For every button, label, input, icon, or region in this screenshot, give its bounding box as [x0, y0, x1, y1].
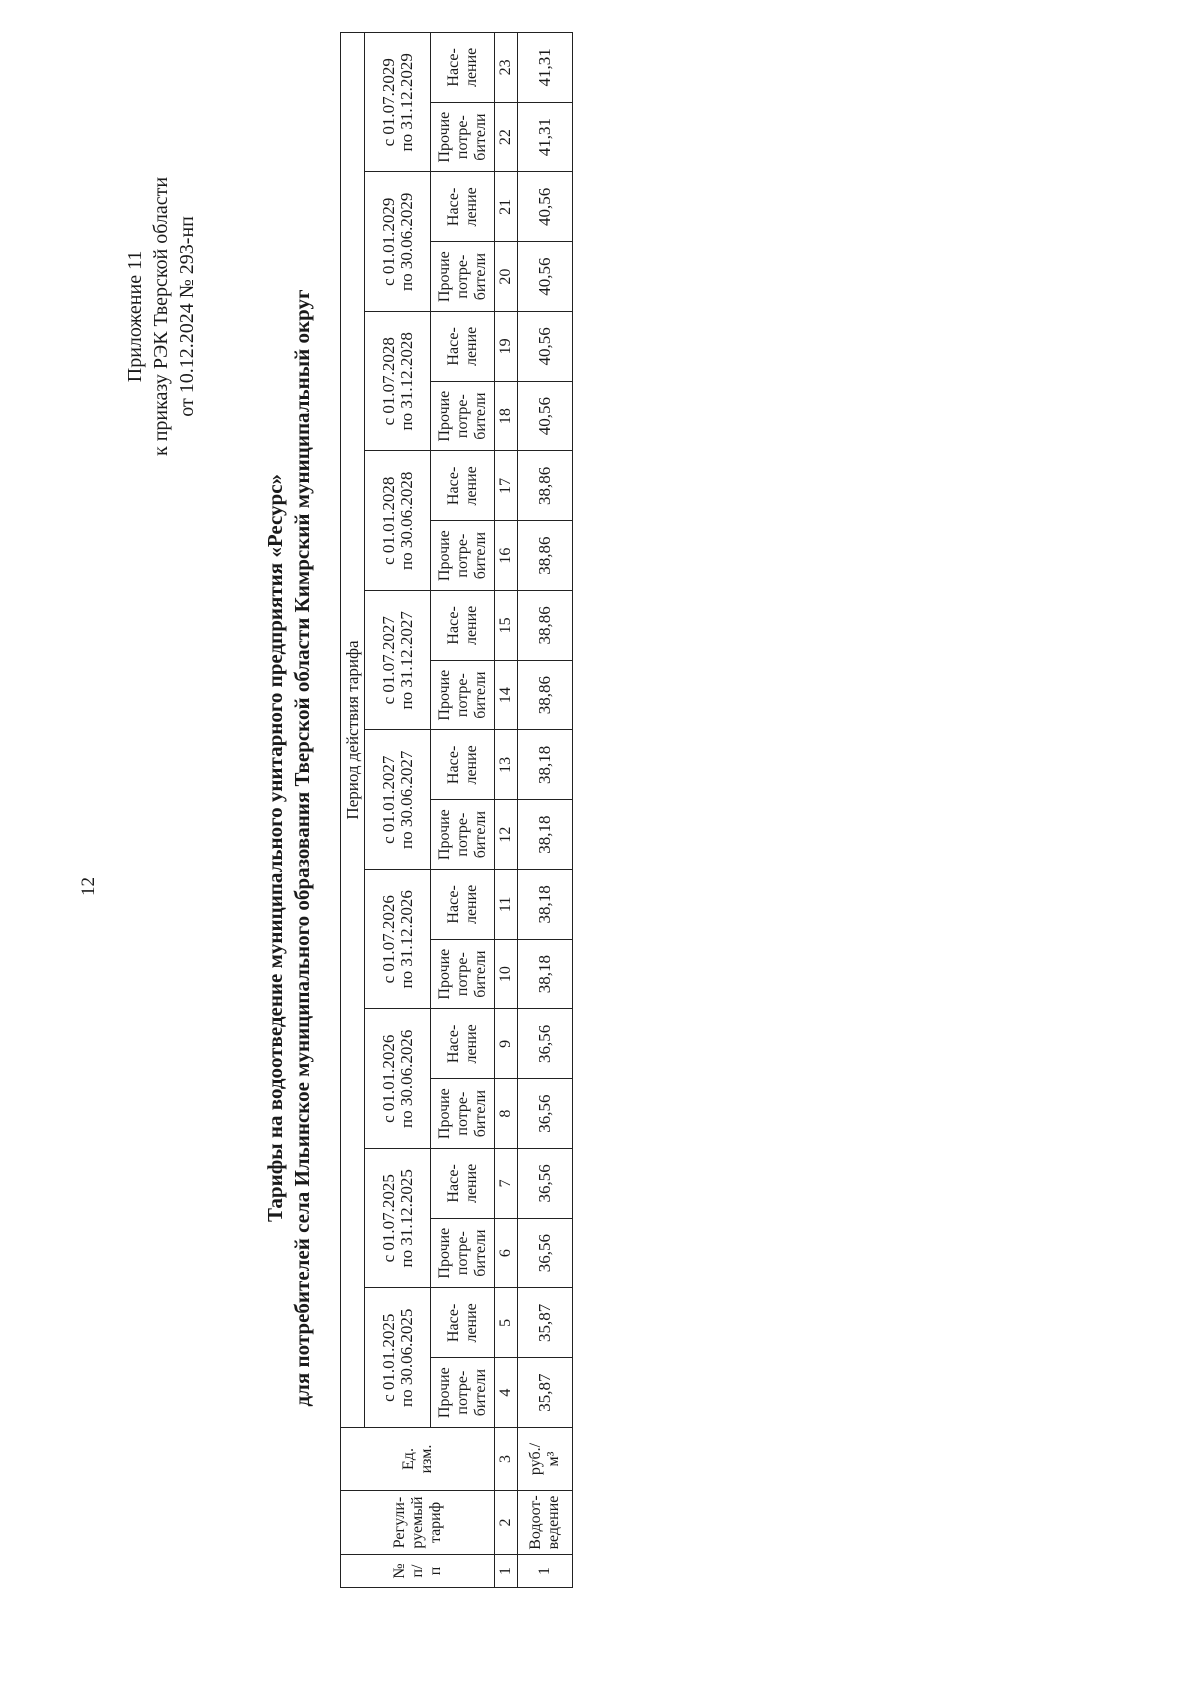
subheader-population	[431, 172, 495, 242]
subheader-text: потре-	[453, 533, 471, 578]
subheader-text: потре-	[453, 1370, 471, 1415]
row-tariff-name	[518, 1491, 573, 1555]
subheader-text: потре-	[453, 1231, 471, 1276]
period-to: по 31.12.2029	[396, 53, 416, 152]
title-line-1: Тарифы на водоотведение муниципального унитарного предприятия «Ресурс»	[263, 473, 287, 1223]
tariff-value: 36,56	[518, 1009, 573, 1079]
subheader-text: Насе-	[444, 1303, 462, 1343]
subheader-text: Насе-	[444, 745, 462, 785]
column-number: 5	[495, 1288, 518, 1358]
column-number: 7	[495, 1149, 518, 1219]
subheader-text: бители	[471, 531, 489, 580]
subheader-text: Прочие	[435, 111, 453, 163]
header-tariff-text: Регули-	[390, 1496, 408, 1549]
subheader-other-consumers	[431, 102, 495, 172]
period-to: по 31.12.2026	[396, 890, 416, 989]
subheader-text: Прочие	[435, 1227, 453, 1279]
subheader-text: бители	[471, 671, 489, 719]
subheader-text: Прочие	[435, 809, 453, 861]
column-number: 21	[495, 172, 518, 242]
column-number: 6	[495, 1218, 518, 1288]
tariff-value: 35,87	[518, 1358, 573, 1428]
row-tariff-text: ведение	[545, 1495, 562, 1550]
column-number: 23	[495, 33, 518, 103]
period-cell	[365, 1009, 431, 1149]
subheader-text: потре-	[453, 952, 471, 997]
subheader-population	[431, 730, 495, 800]
row-tariff-text: Водоот-	[527, 1495, 544, 1550]
column-number: 22	[495, 102, 518, 172]
subheader-text: Насе-	[444, 466, 462, 506]
subheader-other-consumers	[431, 242, 495, 312]
subheader-text: Прочие	[435, 948, 453, 1000]
subheader-text: ление	[462, 1024, 480, 1064]
column-number: 12	[495, 800, 518, 870]
period-to: по 30.06.2027	[396, 750, 416, 849]
header-unit-text: изм.	[417, 1444, 435, 1474]
tariff-value: 40,56	[518, 172, 573, 242]
period-cell	[365, 1149, 431, 1289]
tariff-value: 38,86	[518, 451, 573, 521]
column-number: 8	[495, 1079, 518, 1149]
subheader-text: ление	[462, 745, 480, 785]
row-number: 1	[518, 1555, 573, 1588]
subheader-text: ление	[462, 47, 480, 88]
period-from: с 01.01.2028	[378, 476, 398, 565]
period-to: по 30.06.2029	[396, 192, 416, 291]
subheader-text: Прочие	[435, 530, 453, 582]
subheader-text: потре-	[453, 254, 471, 299]
period-header: Период действия тарифа	[341, 33, 365, 1428]
column-number: 16	[495, 521, 518, 591]
subheader-text: бители	[471, 950, 489, 998]
header-unit-text: Ед.	[399, 1448, 417, 1470]
tariff-value: 40,56	[518, 242, 573, 312]
period-from: с 01.01.2027	[378, 755, 398, 844]
subheader-other-consumers	[431, 800, 495, 870]
period-from: с 01.07.2028	[378, 337, 398, 426]
tariff-value: 36,56	[518, 1149, 573, 1219]
tariff-value: 40,56	[518, 312, 573, 382]
tariff-value: 38,18	[518, 939, 573, 1009]
subheader-text: Насе-	[444, 327, 462, 366]
tariff-value: 36,56	[518, 1079, 573, 1149]
row-unit-text: м³	[545, 1451, 562, 1467]
tariff-value: 38,86	[518, 591, 573, 661]
period-from: с 01.01.2029	[378, 197, 398, 286]
subheader-population	[431, 1149, 495, 1219]
subheader-text: ление	[462, 187, 480, 227]
column-number: 19	[495, 312, 518, 382]
subheader-other-consumers	[431, 1079, 495, 1149]
period-cell	[365, 1288, 431, 1428]
header-number-text: п/	[408, 1564, 426, 1578]
subheader-other-consumers	[431, 1218, 495, 1288]
period-cell	[365, 591, 431, 731]
period-cell	[365, 172, 431, 312]
subheader-text: Насе-	[444, 606, 462, 645]
appendix-line-2: к приказу РЭК Тверской области	[150, 176, 172, 456]
subheader-text: Насе-	[444, 1164, 462, 1203]
tariff-value: 41,31	[518, 102, 573, 172]
subheader-text: ление	[462, 1303, 480, 1343]
subheader-text: ление	[462, 605, 480, 646]
column-number: 2	[495, 1491, 518, 1555]
subheader-population	[431, 1009, 495, 1079]
period-to: по 30.06.2026	[396, 1029, 416, 1128]
period-cell	[365, 451, 431, 591]
subheader-text: ление	[462, 884, 480, 925]
subheader-text: Прочие	[435, 669, 453, 721]
subheader-text: бители	[471, 252, 489, 301]
period-from: с 01.01.2026	[378, 1034, 398, 1123]
period-to: по 30.06.2028	[396, 471, 416, 570]
subheader-text: бители	[471, 392, 489, 440]
subheader-text: ление	[462, 466, 480, 506]
tariff-value: 38,86	[518, 660, 573, 730]
subheader-other-consumers	[431, 939, 495, 1009]
tariff-value: 41,31	[518, 33, 573, 103]
subheader-population	[431, 33, 495, 103]
subheader-text: бители	[471, 1089, 489, 1138]
subheader-other-consumers	[431, 660, 495, 730]
period-cell	[365, 33, 431, 173]
subheader-text: Прочие	[435, 390, 453, 442]
subheader-text: потре-	[453, 812, 471, 857]
subheader-text: Насе-	[444, 885, 462, 924]
tariff-value: 38,18	[518, 730, 573, 800]
subheader-text: ление	[462, 1163, 480, 1204]
appendix-note	[122, 177, 200, 456]
subheader-other-consumers	[431, 1358, 495, 1428]
subheader-text: потре-	[453, 1091, 471, 1136]
subheader-text: Прочие	[435, 1367, 453, 1419]
subheader-text: потре-	[453, 394, 471, 439]
column-number: 11	[495, 870, 518, 940]
subheader-population	[431, 1288, 495, 1358]
subheader-other-consumers	[431, 381, 495, 451]
column-number: 9	[495, 1009, 518, 1079]
tariff-value: 38,18	[518, 800, 573, 870]
period-from: с 01.07.2027	[378, 616, 398, 705]
column-number: 18	[495, 381, 518, 451]
column-number: 15	[495, 591, 518, 661]
header-number-cell	[341, 1555, 495, 1588]
subheader-text: потре-	[453, 673, 471, 718]
column-number: 14	[495, 660, 518, 730]
subheader-population	[431, 870, 495, 940]
document-title	[262, 0, 316, 1696]
subheader-other-consumers	[431, 521, 495, 591]
column-number: 20	[495, 242, 518, 312]
appendix-line-1: Приложение 11	[124, 250, 146, 383]
subheader-text: бители	[471, 1368, 489, 1417]
period-to: по 31.12.2027	[396, 611, 416, 710]
period-from: с 01.07.2026	[378, 895, 398, 984]
header-tariff-text: тариф	[426, 1501, 444, 1544]
subheader-text: бители	[471, 1229, 489, 1277]
tariff-value: 38,18	[518, 870, 573, 940]
column-number: 4	[495, 1358, 518, 1428]
subheader-text: Насе-	[444, 48, 462, 87]
page-number: 12	[78, 877, 99, 896]
subheader-population	[431, 312, 495, 382]
subheader-text: Прочие	[435, 251, 453, 303]
title-line-2: для потребителей села Ильинское муниципального образования Тверской области Кимрский муниципальный округ	[290, 289, 314, 1407]
header-number-text: №	[390, 1563, 408, 1579]
period-to: по 31.12.2028	[396, 332, 416, 431]
row-unit	[518, 1428, 573, 1491]
period-from: с 01.07.2025	[378, 1174, 398, 1263]
header-tariff-text: руемый	[408, 1496, 426, 1549]
appendix-line-3: от 10.12.2024 № 293-нп	[176, 216, 198, 417]
period-cell	[365, 730, 431, 870]
header-unit-cell	[341, 1428, 495, 1491]
subheader-text: бители	[471, 113, 489, 161]
period-from: с 01.07.2029	[378, 58, 398, 147]
header-tariff-cell	[341, 1491, 495, 1555]
subheader-text: Насе-	[444, 1024, 462, 1064]
period-cell	[365, 870, 431, 1010]
subheader-population	[431, 591, 495, 661]
column-number: 3	[495, 1428, 518, 1491]
tariff-value: 38,86	[518, 521, 573, 591]
tariff-table	[340, 32, 573, 1588]
subheader-text: потре-	[453, 115, 471, 160]
header-number-text: п	[426, 1566, 444, 1576]
subheader-text: Прочие	[435, 1088, 453, 1140]
column-number: 10	[495, 939, 518, 1009]
subheader-text: бители	[471, 810, 489, 859]
tariff-value: 36,56	[518, 1218, 573, 1288]
subheader-text: Насе-	[444, 187, 462, 227]
subheader-text: ление	[462, 326, 480, 367]
tariff-value: 35,87	[518, 1288, 573, 1358]
column-number: 17	[495, 451, 518, 521]
period-to: по 30.06.2025	[396, 1308, 416, 1407]
period-to: по 31.12.2025	[396, 1169, 416, 1268]
period-from: с 01.01.2025	[378, 1313, 398, 1402]
column-number: 13	[495, 730, 518, 800]
column-number: 1	[495, 1555, 518, 1588]
period-cell	[365, 312, 431, 452]
subheader-population	[431, 451, 495, 521]
row-unit-text: руб./	[527, 1442, 544, 1476]
tariff-value: 40,56	[518, 381, 573, 451]
